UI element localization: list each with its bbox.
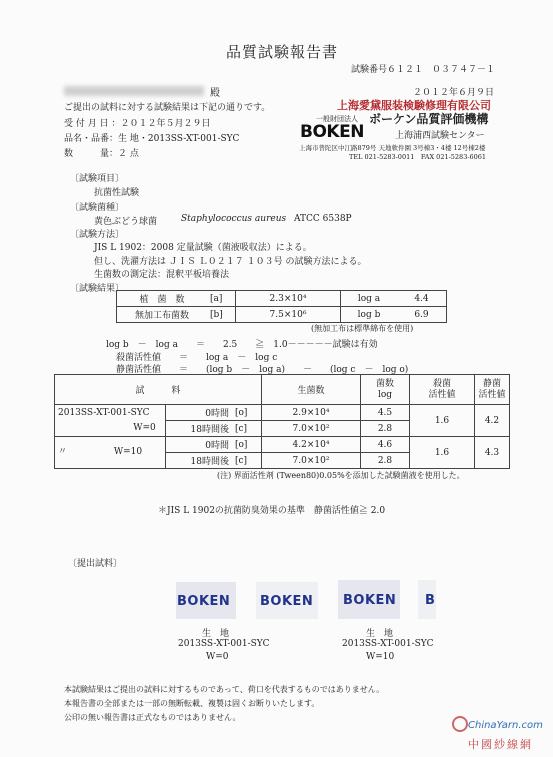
control-log-label-a: log a	[341, 291, 398, 307]
control-code-b: [b]	[207, 307, 236, 323]
footer-line-3: 公印の無い報告書は正式なものではありません。	[64, 713, 241, 722]
log-cell: 4.6	[361, 437, 410, 453]
control-table	[116, 290, 447, 323]
static-cell: 4.2	[475, 405, 510, 437]
header-static: 静菌 活性値	[475, 375, 510, 405]
control-log-label-b: log b	[341, 307, 398, 323]
table-row	[55, 437, 510, 453]
method-line-2: 但し、洗濯方法は ＪＩＳ Ｌ０２１７ １０３号 の試験方法による。	[94, 257, 367, 267]
watermark-site: ChinaYarn.com	[468, 720, 543, 731]
sample-wash: W=10	[113, 447, 143, 457]
time-cell: 0時間	[165, 405, 232, 421]
received-date: 受 付 月 日 ：２０１２年５月２９日	[64, 119, 211, 129]
swatch-logo-partial: B	[425, 593, 436, 608]
control-log-a: 4.4	[397, 291, 447, 307]
code-cell: [c]	[232, 453, 262, 469]
header-count: 生菌数	[262, 375, 361, 405]
fabric-swatch-1	[176, 582, 236, 619]
table-header-row	[55, 375, 510, 405]
count-cell: 4.2×10⁴	[262, 437, 361, 453]
lab-address: 上海市普陀区中江路879号 天地軟件園 3号棟3・4楼 12号棟2楼	[299, 144, 486, 152]
lab-name-2: ボーケン品質評価機構	[369, 112, 489, 126]
lab-tel-fax: TEL 021-5283-0011 FAX 021-5283-6061	[349, 153, 487, 161]
sample-cell	[55, 405, 166, 437]
report-title: 品質試験報告書	[226, 43, 339, 61]
test-item: 抗菌性試験	[94, 188, 140, 198]
control-label-b: 無加工布菌数	[117, 307, 208, 323]
time-cell: 18時間後	[165, 453, 232, 469]
table-row	[117, 291, 447, 307]
count-cell: 7.0×10²	[262, 453, 361, 469]
validity-formula: log b － log a ＝ 2.5 ≧ 1.0－－－－－試験は有効	[106, 340, 378, 350]
static-cell: 4.3	[475, 437, 510, 469]
header-log: 菌数 log	[361, 375, 410, 405]
samples-heading: 〔提出試料〕	[68, 559, 123, 569]
test-center: 上海浦西試験センター	[395, 131, 485, 141]
time-cell: 18時間後	[165, 421, 232, 437]
bacteriostatic-formula: 静菌活性値 ＝ (log b － log a) － (log c － log o)	[116, 365, 409, 375]
test-number: 試験番号６１２１ ０３７４７－１	[351, 65, 496, 75]
control-label-a: 植 菌 数	[117, 291, 208, 307]
code-cell: [o]	[232, 405, 262, 421]
sample-cell	[55, 437, 166, 469]
addressee-redacted	[64, 86, 204, 96]
fabric-swatch-2	[338, 580, 400, 619]
table-row	[55, 405, 510, 421]
method-line-1: JIS L 1902：2008 定量試験（菌液吸収法）による。	[94, 243, 312, 253]
control-value-a: 2.3×10⁴	[236, 291, 341, 307]
item-name: 品名・品番：生 地・2013SS-XT-001-SYC	[64, 134, 240, 144]
sample-wash: W=0	[133, 422, 156, 433]
control-code-a: [a]	[207, 291, 236, 307]
method-line-3: 生菌数の測定法：混釈平板培養法	[94, 270, 230, 280]
footer-line-1: 本試験結果はご提出の試料に対するものであって、荷口を代表するものではありません。	[64, 685, 385, 694]
code-cell: [o]	[232, 437, 262, 453]
sample-2-line-2: 2013SS-XT-001-SYC	[342, 639, 434, 649]
swatch-logo: BOKEN	[177, 594, 231, 609]
bacteria-japanese: 黄色ぶどう球菌	[94, 217, 158, 227]
intro-text: ご提出の試料に対する試験結果は下記の通りです。	[64, 103, 271, 113]
lab-prefix: 一般財団法人	[316, 115, 358, 123]
swatch-logo: BOKEN	[260, 594, 314, 609]
control-note: (無加工布は標準綿布を使用)	[311, 324, 414, 333]
table-row	[117, 307, 447, 323]
bactericidal-formula: 殺菌活性値 ＝ log a － log c	[116, 353, 278, 363]
header-cidal: 殺菌 活性値	[410, 375, 475, 405]
count-cell: 7.0×10²	[262, 421, 361, 437]
quantity: 数 量：２ 点	[64, 149, 139, 159]
sample-2-line-3: W=10	[366, 652, 395, 662]
cidal-cell: 1.6	[410, 437, 475, 469]
method-heading: 〔試験方法〕	[70, 230, 125, 240]
sample-1-line-2: 2013SS-XT-001-SYC	[178, 639, 270, 649]
results-note: (注) 界面活性剤 (Tween80)0.05%を添加した試験菌液を使用した。	[217, 471, 465, 480]
watermark-ring-icon	[452, 716, 468, 732]
sample-name: 〃	[58, 447, 68, 457]
fabric-swatch-2b	[418, 580, 436, 619]
footer-line-2: 本報告書の全部または一部の無断転載、複製は固くお断りいたします。	[64, 699, 320, 708]
log-cell: 4.5	[361, 405, 410, 421]
control-log-b: 6.9	[397, 307, 447, 323]
fabric-swatch-1b	[256, 582, 318, 619]
lab-name-1: 上海愛黛服装検験修理有限公司	[337, 99, 491, 112]
report-date: ２０１２年６月９日	[413, 88, 495, 98]
bacteria-heading: 〔試験菌種〕	[70, 203, 125, 213]
sample-name: 2013SS-XT-001-SYC	[58, 407, 150, 418]
sample-2-line-1: 生 地	[366, 629, 394, 639]
boken-logo: BOKEN	[300, 122, 364, 142]
results-table	[54, 374, 510, 469]
time-cell: 0時間	[165, 437, 232, 453]
addressee-suffix: 殿	[210, 88, 220, 99]
bacteria-scientific: Staphylococcus aureus	[181, 214, 287, 224]
header-sample: 試 料	[55, 375, 262, 405]
code-cell: [c]	[232, 421, 262, 437]
control-value-b: 7.5×10⁶	[236, 307, 341, 323]
sample-1-line-3: W=0	[206, 652, 229, 662]
result-heading: 〔試験結果〕	[70, 284, 125, 294]
log-cell: 2.8	[361, 453, 410, 469]
sample-1-line-1: 生 地	[202, 629, 230, 639]
watermark-cn: 中國紗線網	[468, 738, 533, 751]
log-cell: 2.8	[361, 421, 410, 437]
cidal-cell: 1.6	[410, 405, 475, 437]
test-item-heading: 〔試験項目〕	[70, 174, 125, 184]
swatch-logo: BOKEN	[343, 593, 397, 608]
count-cell: 2.9×10⁴	[262, 405, 361, 421]
bacteria-atcc: ATCC 6538P	[294, 214, 352, 224]
standard-note: ＊JIS L 1902の抗菌防臭効果の基準 静菌活性値≧ 2.0	[158, 506, 386, 516]
